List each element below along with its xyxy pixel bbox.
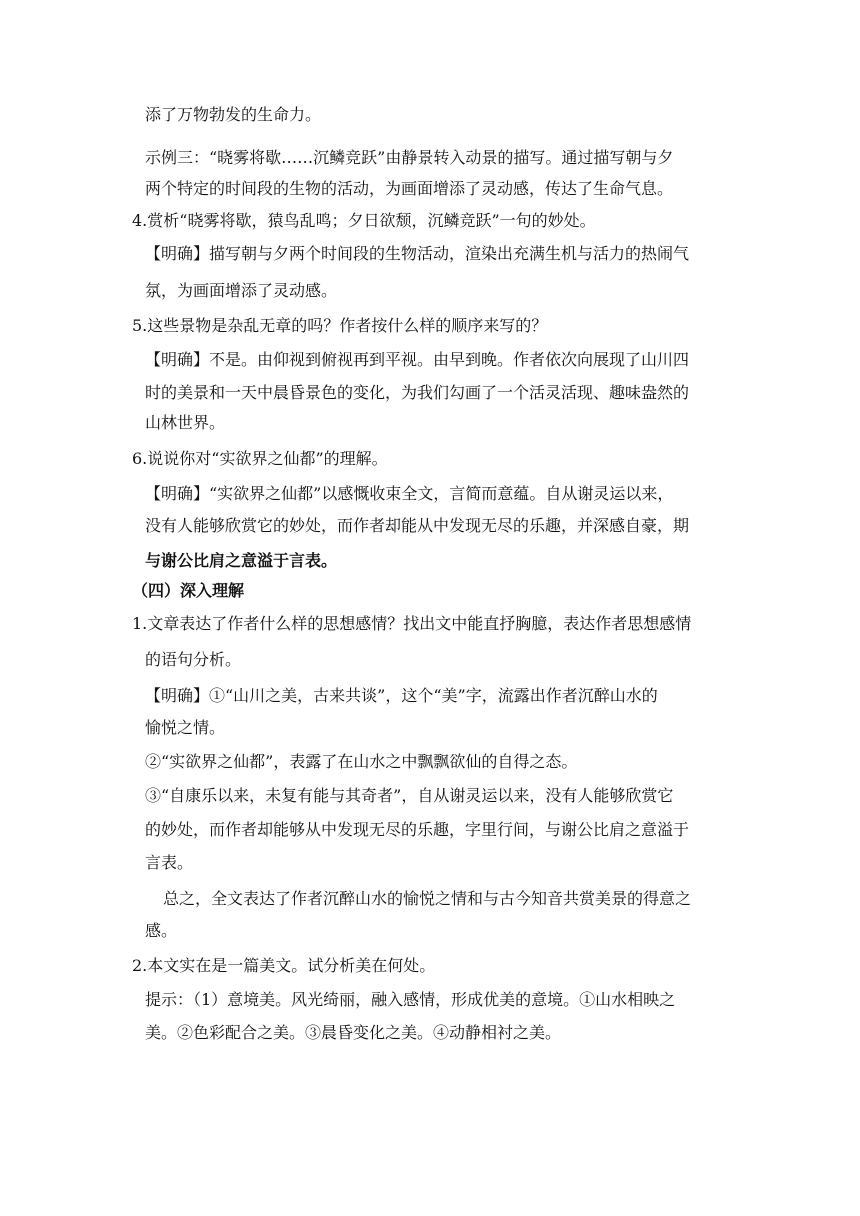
question-4: 4.赏析“晓雾将歇，猿鸟乱鸣；夕日欲颓，沉鳞竞跃”一句的妙处。: [132, 211, 596, 230]
question-1: 1.文章表达了作者什么样的思想感情？找出文中能直抒胸臆，表达作者思想感情: [132, 614, 692, 633]
text-line: 提示：（1）意境美。风光绮丽，融入感情，形成优美的意境。①山水相映之: [145, 990, 676, 1009]
answer-line: 【明确】“实欲界之仙都”以感慨收束全文，言简而意蕴。自从谢灵运以来，: [145, 484, 674, 503]
section-heading: （四）深入理解: [132, 581, 245, 600]
text-line: 没有人能够欣赏它的妙处，而作者却能从中发现无尽的乐趣，并深感自豪，期: [145, 516, 690, 535]
section-heading: 与谢公比肩之意溢于言表。: [145, 551, 338, 570]
text-line: ②“实欲界之仙都”，表露了在山水之中飘飘欲仙的自得之态。: [145, 752, 578, 771]
text-line: 两个特定的时间段的生物的活动，为画面增添了灵动感，传达了生命气息。: [145, 179, 674, 198]
text-line: 时的美景和一天中晨昏景色的变化，为我们勾画了一个活灵活现、趣味盎然的: [145, 383, 690, 402]
text-line: 美。②色彩配合之美。③晨昏变化之美。④动静相衬之美。: [145, 1023, 562, 1042]
text-line: 言表。: [145, 853, 194, 872]
text-line: 愉悦之情。: [145, 718, 226, 737]
text-line: 示例三：“晓雾将歇……沉鳞竞跃”由静景转入动景的描写。通过描写朝与夕: [145, 148, 674, 167]
text-line: 山林世界。: [145, 413, 226, 432]
text-line: 总之，全文表达了作者沉醉山水的愉悦之情和与古今知音共赏美景的得意之: [163, 889, 692, 908]
question-5: 5.这些景物是杂乱无章的吗？作者按什么样的顺序来写的？: [132, 316, 548, 335]
text-line: 的语句分析。: [145, 650, 242, 669]
answer-line: 【明确】①“山川之美，古来共谈”，这个“美”字，流露出作者沉醉山水的: [145, 686, 658, 705]
question-6: 6.说说你对“实欲界之仙都”的理解。: [132, 449, 388, 468]
text-line: 氛，为画面增添了灵动感。: [145, 281, 338, 300]
answer-line: 【明确】不是。由仰视到俯视再到平视。由早到晚。作者依次向展现了山川四: [145, 350, 690, 369]
text-line: 添了万物勃发的生命力。: [145, 105, 322, 124]
text-line: 感。: [145, 921, 178, 940]
question-2: 2.本文实在是一篇美文。试分析美在何处。: [132, 956, 436, 975]
answer-line: 【明确】描写朝与夕两个时间段的生物活动，渲染出充满生机与活力的热闹气: [145, 244, 690, 263]
text-line: ③“自康乐以来，未复有能与其奇者”，自从谢灵运以来，没有人能够欣赏它: [145, 786, 674, 805]
text-line: 的妙处，而作者却能够从中发现无尽的乐趣，字里行间，与谢公比肩之意溢于: [145, 820, 690, 839]
